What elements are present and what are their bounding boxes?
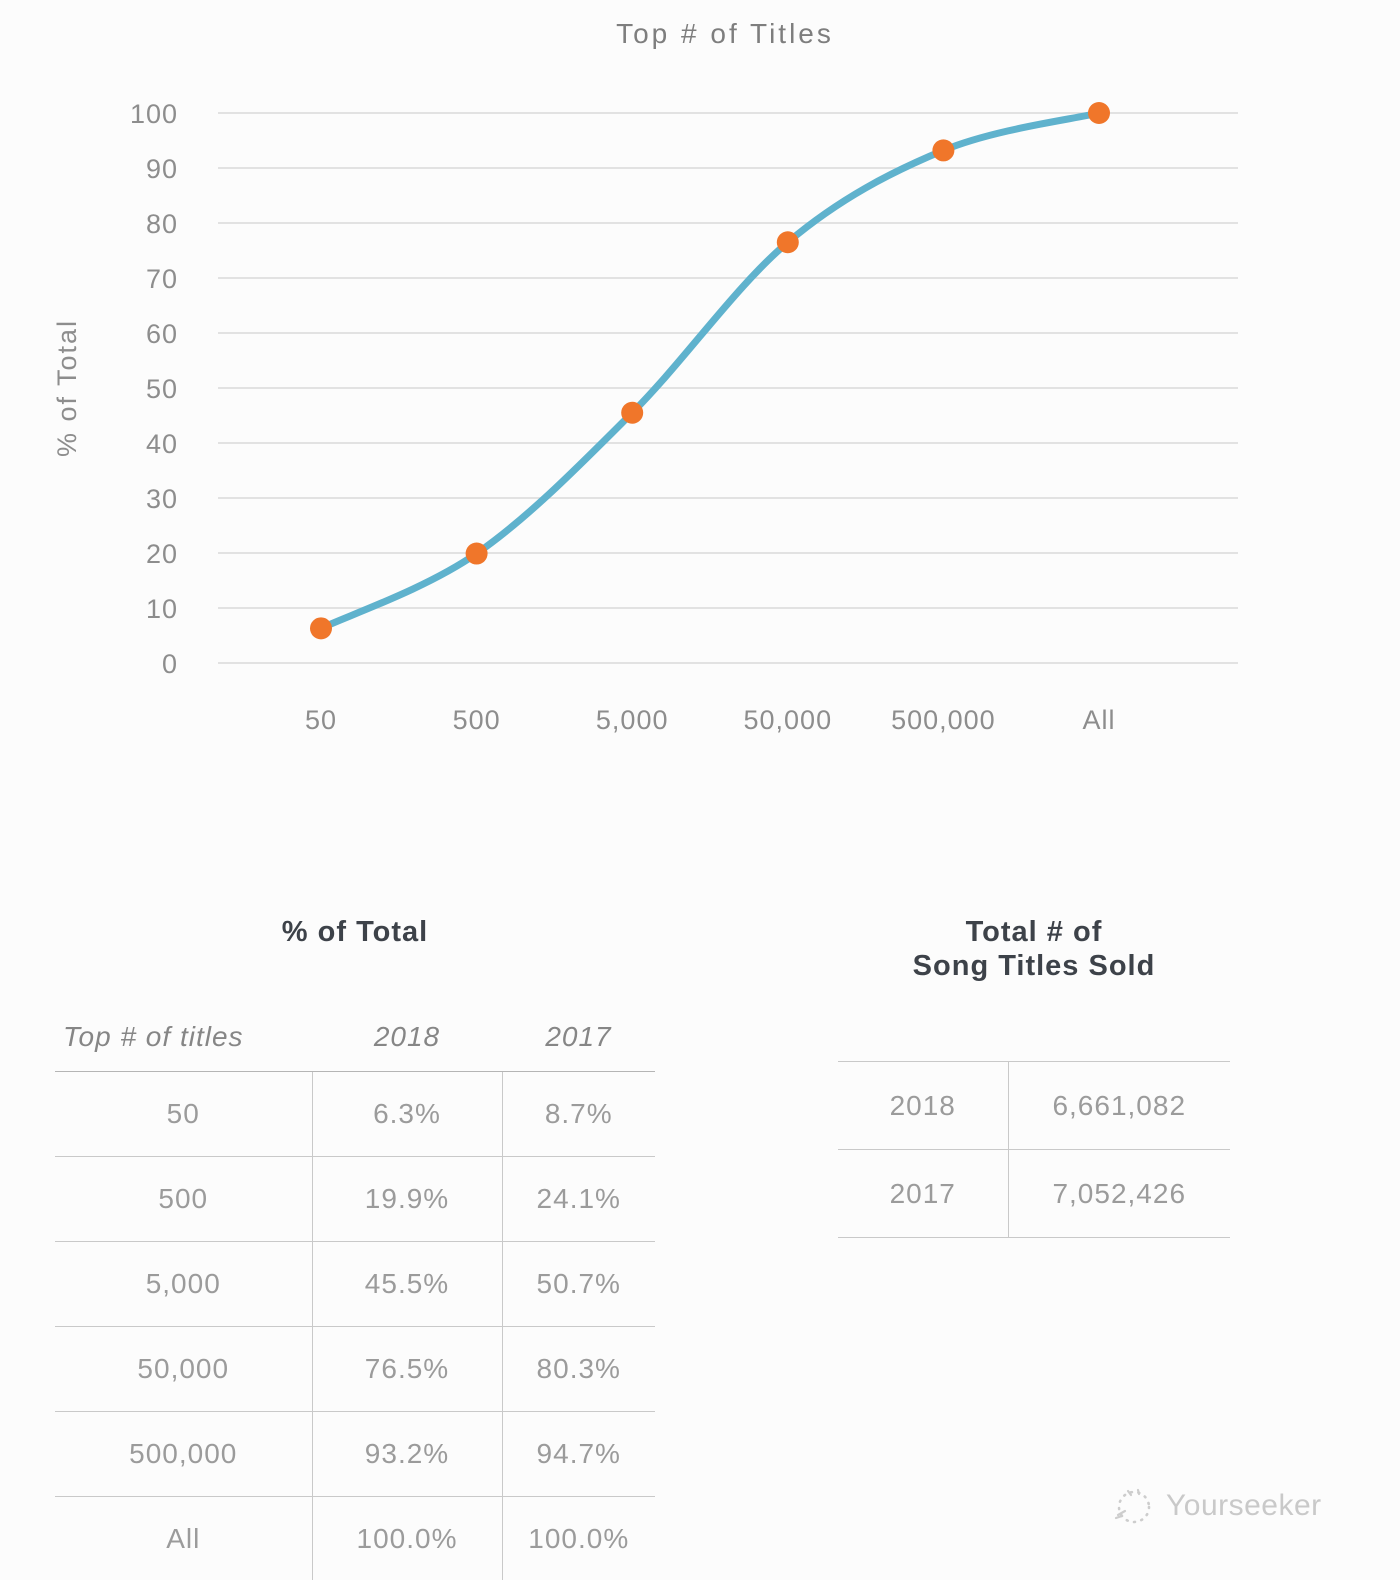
row-label: 500,000 [55,1412,312,1497]
totals-title-line1: Total # of [965,916,1103,948]
percent-of-total-table [55,957,655,1580]
value-2017: 100.0% [502,1497,655,1580]
x-tick-label: 5,000 [595,705,669,735]
table-row [55,1157,655,1242]
percent-of-total-table-block [55,915,655,1580]
table-header-row [55,957,655,1072]
yourseeker-logo-icon [1108,1482,1156,1530]
column-header-2017: 2017 [502,957,655,1072]
value-2017: 80.3% [502,1327,655,1412]
data-point [932,139,954,161]
x-tick-label: 50,000 [743,705,833,735]
totals-table-title [838,915,1230,983]
titles-sold-value: 7,052,426 [1008,1150,1230,1238]
y-tick-label: 30 [145,484,178,514]
chart-title: Top # of Titles [616,18,834,49]
row-label: 50 [55,1072,312,1157]
value-2018: 6.3% [312,1072,502,1157]
y-tick-label: 40 [145,429,178,459]
y-tick-label: 80 [145,209,178,239]
table-row [55,1497,655,1580]
total-titles-sold-block [838,915,1230,1238]
x-tick-label: 500 [452,705,501,735]
table-row [55,1412,655,1497]
y-axis-title: % of Total [52,318,82,458]
column-header-top-titles: Top # of titles [55,957,312,1072]
value-2018: 45.5% [312,1242,502,1327]
trend-line [321,113,1099,628]
data-point [1088,102,1110,124]
value-2018: 93.2% [312,1412,502,1497]
year-label: 2018 [838,1062,1008,1150]
table-row [55,1072,655,1157]
x-tick-label: 50 [304,705,338,735]
column-header-2018: 2018 [312,957,502,1072]
table-row [838,1062,1230,1150]
watermark-text: Yourseeker [1166,1489,1322,1522]
y-tick-label: 0 [161,649,178,679]
data-point [777,231,799,253]
titles-sold-value: 6,661,082 [1008,1062,1230,1150]
y-tick-label: 70 [145,264,178,294]
data-point [621,402,643,424]
value-2018: 76.5% [312,1327,502,1412]
row-label: 50,000 [55,1327,312,1412]
y-tick-label: 20 [145,539,178,569]
value-2017: 8.7% [502,1072,655,1157]
value-2017: 24.1% [502,1157,655,1242]
value-2018: 100.0% [312,1497,502,1580]
table-row [838,1150,1230,1238]
row-label: 500 [55,1157,312,1242]
data-point [310,617,332,639]
table-row [55,1327,655,1412]
x-tick-label: 500,000 [891,705,996,735]
y-tick-label: 90 [145,154,178,184]
watermark [1108,1482,1322,1530]
row-label: All [55,1497,312,1580]
percent-table-title: % of Total [281,916,429,948]
y-tick-label: 50 [145,374,178,404]
totals-title-line2: Song Titles Sold [912,950,1156,982]
y-tick-label: 10 [145,594,178,624]
value-2018: 19.9% [312,1157,502,1242]
value-2017: 94.7% [502,1412,655,1497]
x-tick-label: All [1082,705,1116,735]
table-row [55,1242,655,1327]
total-titles-sold-table [838,1061,1230,1238]
y-tick-label: 60 [145,319,178,349]
value-2017: 50.7% [502,1242,655,1327]
data-point [466,543,488,565]
y-tick-label: 100 [129,99,178,129]
year-label: 2017 [838,1150,1008,1238]
row-label: 5,000 [55,1242,312,1327]
